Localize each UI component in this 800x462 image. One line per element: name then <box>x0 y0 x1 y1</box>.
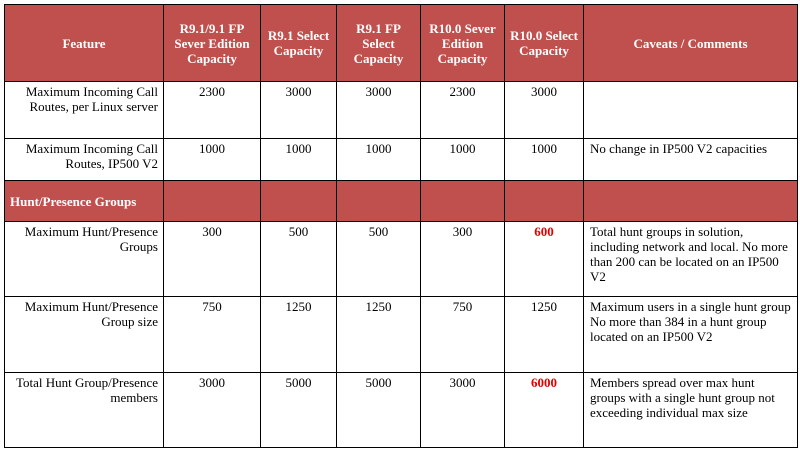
value-cell: 750 <box>421 297 505 373</box>
feature-cell: Maximum Hunt/Presence Group size <box>5 297 164 373</box>
value-cell: 3000 <box>505 82 584 139</box>
value-cell: 1000 <box>337 139 421 181</box>
value-cell: 500 <box>337 222 421 297</box>
value-cell: 300 <box>164 222 261 297</box>
section-empty-cell <box>337 181 421 222</box>
header-r91-select: R9.1 Select Capacity <box>261 5 337 82</box>
value-cell: 3000 <box>337 82 421 139</box>
feature-cell: Maximum Incoming Call Routes, per Linux server <box>5 82 164 139</box>
feature-cell: Maximum Hunt/Presence Groups <box>5 222 164 297</box>
value-cell: 1000 <box>261 139 337 181</box>
section-empty-cell <box>164 181 261 222</box>
value-cell: 5000 <box>337 373 421 448</box>
feature-cell: Total Hunt Group/Presence members <box>5 373 164 448</box>
value-cell: 1000 <box>421 139 505 181</box>
section-empty-cell <box>421 181 505 222</box>
value-cell: 2300 <box>164 82 261 139</box>
header-row <box>5 5 798 82</box>
header-comments: Caveats / Comments <box>584 5 798 82</box>
value-cell: 1250 <box>261 297 337 373</box>
section-empty-cell <box>505 181 584 222</box>
value-cell: 5000 <box>261 373 337 448</box>
section-empty-cell <box>261 181 337 222</box>
value-cell: 2300 <box>421 82 505 139</box>
table-row <box>5 139 798 181</box>
value-cell-highlight: 600 <box>505 222 584 297</box>
header-feature: Feature <box>5 5 164 82</box>
comment-cell: No change in IP500 V2 capacities <box>584 139 798 181</box>
comment-cell: Total hunt groups in solution, including network and local. No more than 200 can be located on an IP500 V2 <box>584 222 798 297</box>
header-r91-sever: R9.1/9.1 FP Sever Edition Capacity <box>164 5 261 82</box>
comment-cell: Maximum users in a single hunt group No more than 384 in a hunt group located on an IP500 V2 <box>584 297 798 373</box>
header-r100-select: R10.0 Select Capacity <box>505 5 584 82</box>
table-row <box>5 82 798 139</box>
value-cell: 1000 <box>164 139 261 181</box>
value-cell: 500 <box>261 222 337 297</box>
capacity-table <box>4 4 798 448</box>
section-empty-cell <box>584 181 798 222</box>
value-cell: 1250 <box>505 297 584 373</box>
table-row <box>5 222 798 297</box>
value-cell: 750 <box>164 297 261 373</box>
value-cell: 1000 <box>505 139 584 181</box>
value-cell-highlight: 6000 <box>505 373 584 448</box>
section-row-hunt-presence <box>5 181 798 222</box>
header-r100-sever: R10.0 Sever Edition Capacity <box>421 5 505 82</box>
comment-cell <box>584 82 798 139</box>
value-cell: 300 <box>421 222 505 297</box>
feature-cell: Maximum Incoming Call Routes, IP500 V2 <box>5 139 164 181</box>
value-cell: 1250 <box>337 297 421 373</box>
table-row <box>5 297 798 373</box>
section-title: Hunt/Presence Groups <box>5 181 164 222</box>
header-r91fp-select: R9.1 FP Select Capacity <box>337 5 421 82</box>
value-cell: 3000 <box>164 373 261 448</box>
value-cell: 3000 <box>261 82 337 139</box>
comment-cell: Members spread over max hunt groups with a single hunt group not exceeding individual max size <box>584 373 798 448</box>
value-cell: 3000 <box>421 373 505 448</box>
table-row <box>5 373 798 448</box>
